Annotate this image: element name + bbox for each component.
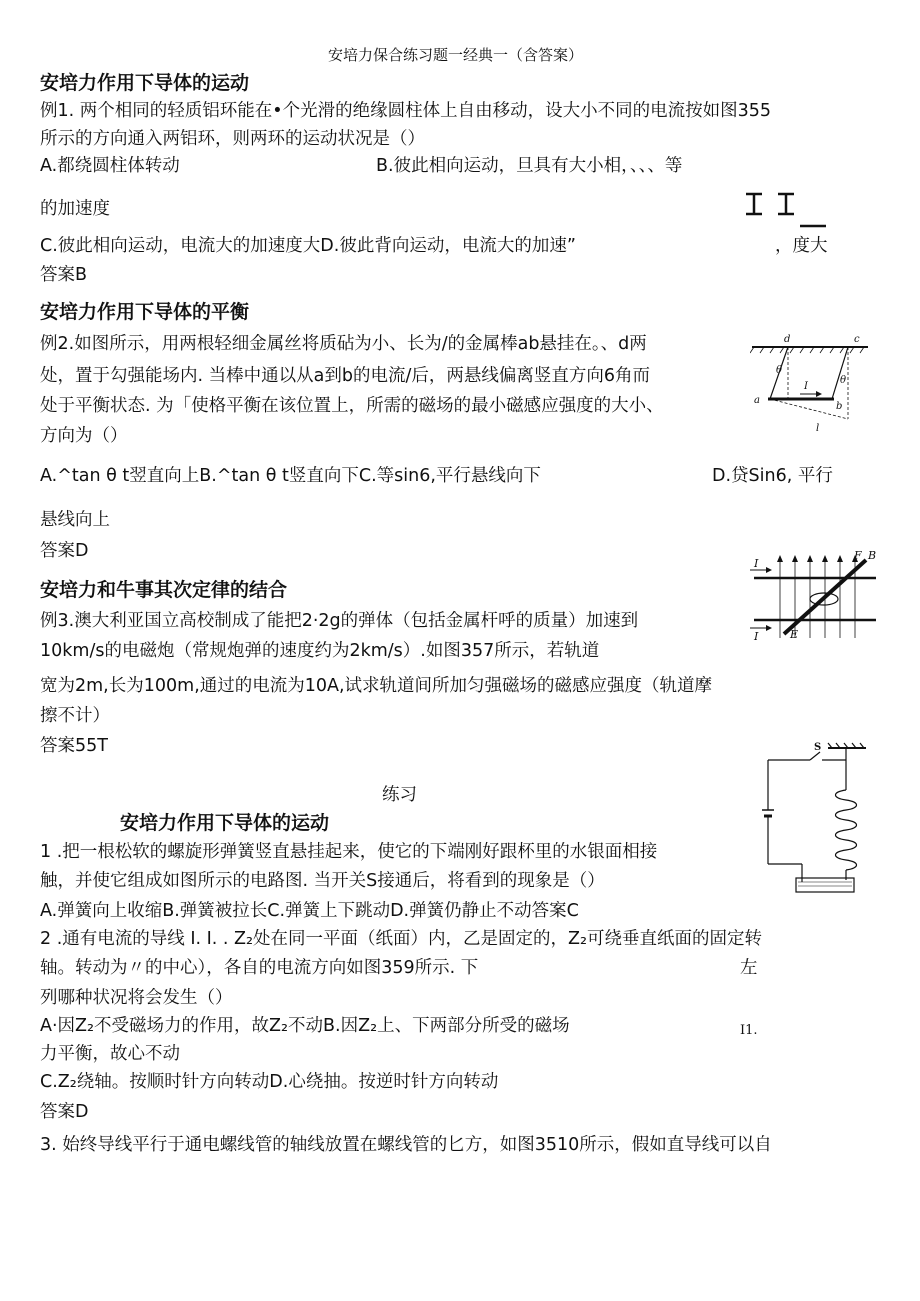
example2-figure xyxy=(750,333,870,433)
example2-question-line1: 例2.如图所示，用两根轻细金属丝将质砧为小、长为/的金属棒ab悬挂在。、d两 xyxy=(40,334,647,354)
label-theta-left: θ xyxy=(776,365,783,376)
label-e: E xyxy=(790,628,799,640)
example2-question-line2: 处，置于勾强能场内. 当棒中通以从a到b的电流/后，两悬线偏离竖直方向6角而 xyxy=(40,366,650,386)
example3-question-line4: 擦不计） xyxy=(40,706,110,726)
label-switch: S xyxy=(814,742,822,753)
practice-q2-line3: 列哪种状况将会发生（） xyxy=(40,988,233,1008)
practice-q1-circuit-figure xyxy=(762,740,868,900)
example1-question-line2: 所示的方向通入两铝环，则两环的运动状况是（） xyxy=(40,129,425,149)
suspension-wire-right xyxy=(832,347,848,399)
example2-option-d-cont: 悬线向上 xyxy=(40,510,110,530)
label-f: F xyxy=(854,550,862,562)
example2-question-line3: 处于平衡状态. 为「使格平衡在该位置上，所需的磁场的最小磁感应强度的大小、 xyxy=(40,396,664,416)
label-a: a xyxy=(754,395,760,406)
label-b-field: B xyxy=(868,550,877,562)
practice-q1-options: A.弹簧向上收缩B.弹簧被拉长C.弹簧上下跳动D.弹簧仍静止不动答案C xyxy=(40,901,579,921)
label-c: c xyxy=(854,334,860,345)
spring-coil xyxy=(836,790,857,870)
example3-question-line1: 例3.澳大利亚国立高校制成了能把2·2g的弹体（包括金属杆呼的质量）加速到 xyxy=(40,611,639,631)
practice-q2-option-ab: A·因Z₂不受磁场力的作用，故Z₂不动B.因Z₂上、下两部分所受的磁场 xyxy=(40,1016,570,1036)
practice-title: 练习 xyxy=(382,785,417,805)
practice-q2-option-b-cont: 力平衡，故心不动 xyxy=(40,1044,180,1064)
example1-option-d-tail: ，度大 xyxy=(775,236,828,256)
label-b: b xyxy=(836,401,843,412)
practice-q3-line1: 3. 始终导线平行于通电螺线管的轴线放置在螺线管的匕方，如图3510所示，假如直导线可以自 xyxy=(40,1135,772,1155)
example3-question-line2: 10km/s的电磁炮（常规炮弹的速度约为2km/s）.如图357所示，若轨道 xyxy=(40,641,600,661)
example2-answer: 答案D xyxy=(40,541,89,561)
section-title-balance: 安培力作用下导体的平衡 xyxy=(40,301,250,323)
label-length: l xyxy=(816,423,820,433)
practice-q1-line2: 触，并使它组成如图所示的电路图. 当开关S接通后，将看到的现象是（） xyxy=(40,871,605,891)
practice-q2-line2: 轴。转动为〃的中心），各自的电流方向如图359所示. 下 xyxy=(40,958,479,978)
switch-s xyxy=(810,752,820,760)
practice-q1-line1: 1 .把一根松软的螺旋形弹簧竖直悬挂起来，使它的下端刚好跟杯里的水银面相接 xyxy=(40,842,658,862)
example3-question-line3: 宽为2m,长为100m,通过的电流为10A,试求轨道间所加匀强磁场的磁感应强度（轨道摩 xyxy=(40,676,713,696)
example2-option-d: D.贷Sin6, 平行 xyxy=(712,466,833,486)
practice-q2-side-label2: I1. xyxy=(740,1023,758,1038)
label-current-top: I xyxy=(754,557,759,570)
example2-question-line4: 方向为（） xyxy=(40,426,128,446)
example2-options-abc: A.^tan θ t翌直向上B.^tan θ t竖直向下C.等sin6,平行悬线向下 xyxy=(40,466,541,486)
label-current: I xyxy=(804,381,808,392)
example1-option-b-cont: 的加速度 xyxy=(40,199,110,219)
label-theta-right: θ xyxy=(840,375,847,386)
example3-answer: 答案55T xyxy=(40,736,108,756)
example1-question-line1: 例1. 两个相同的轻质铝环能在•个光滑的绝缘圆柱体上自由移动，设大小不同的电流按如图355 xyxy=(40,101,771,121)
label-current-bottom: I xyxy=(754,630,759,640)
practice-subtitle: 安培力作用下导体的运动 xyxy=(120,812,330,834)
example1-figure xyxy=(740,190,830,230)
practice-q2-line1: 2 .通有电流的导线 I. I. . Z₂处在同一平面（纸面）内，乙是固定的，Z₂可绕垂直纸面的固定转 xyxy=(40,929,763,949)
section-title-motion: 安培力作用下导体的运动 xyxy=(40,72,250,94)
practice-q2-options-cd: C.Z₂绕轴。按顺时针方向转动D.心绕抽。按逆时针方向转动 xyxy=(40,1072,499,1092)
practice-q2-answer: 答案D xyxy=(40,1102,89,1122)
section-title-newton: 安培力和牛事其次定律的结合 xyxy=(40,579,288,601)
example1-answer: 答案B xyxy=(40,265,88,285)
example1-option-cd: C.彼此相向运动，电流大的加速度大D.彼此背向运动，电流大的加速” xyxy=(40,236,576,256)
example1-option-a: A.都绕圆柱体转动 xyxy=(40,156,180,176)
example3-figure xyxy=(748,550,880,640)
example1-option-b: B.彼此相向运动，旦具有大小相，、、、等 xyxy=(376,156,683,176)
practice-q2-side-label: 左 xyxy=(740,958,758,978)
document-title: 安培力保合练习题一经典一（含答案） xyxy=(328,46,584,64)
mercury-cup xyxy=(796,878,854,892)
label-d: d xyxy=(784,334,791,345)
